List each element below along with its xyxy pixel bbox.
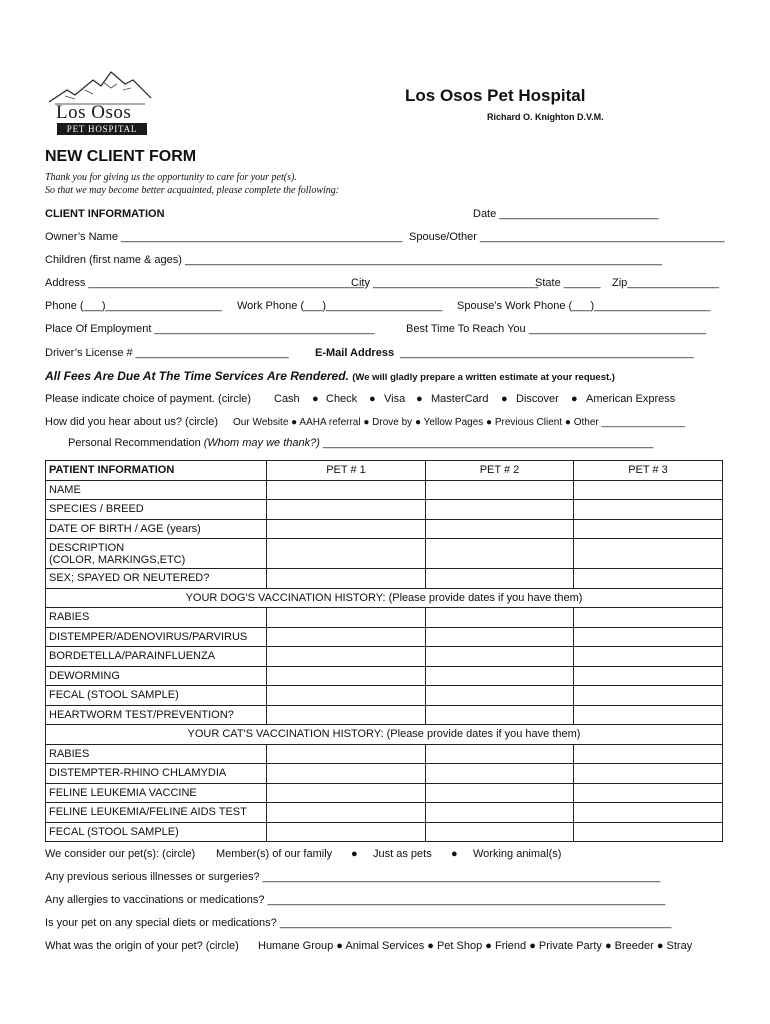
row-label: DEWORMING [46, 666, 267, 686]
table-cell[interactable] [267, 569, 426, 589]
payment-check[interactable]: Check [326, 393, 358, 405]
row-label [46, 539, 267, 569]
hospital-logo [45, 68, 155, 136]
table-cell[interactable] [267, 480, 426, 500]
fees-note: (We will gladly prepare a written estimate at your request.) [352, 372, 615, 383]
table-row [46, 569, 723, 589]
table-cell[interactable] [574, 705, 723, 725]
table-cell[interactable] [574, 569, 723, 589]
patient-table [45, 460, 723, 842]
diets-field[interactable]: Is your pet on any special diets or medications? ________________________________________________________________ [45, 917, 672, 929]
spouse-work-phone-field[interactable]: Spouse’s Work Phone (___)___________________ [457, 300, 711, 312]
table-cell[interactable] [267, 500, 426, 520]
table-row [46, 783, 723, 803]
table-cell[interactable] [426, 803, 574, 823]
fees-text: All Fees Are Due At The Time Services Are Rendered. [45, 369, 349, 383]
row-label: FECAL (STOOL SAMPLE) [46, 686, 267, 706]
table-cell[interactable] [267, 627, 426, 647]
table-cell[interactable] [574, 783, 723, 803]
personal-recommendation[interactable] [68, 437, 653, 449]
row-label: HEARTWORM TEST/PREVENTION? [46, 705, 267, 725]
table-cell[interactable] [426, 569, 574, 589]
table-cell[interactable] [426, 539, 574, 569]
employment-field[interactable]: Place Of Employment ____________________________________ [45, 323, 375, 335]
table-cell[interactable] [574, 608, 723, 628]
consider-pets[interactable]: Just as pets [373, 848, 432, 860]
row-label: DATE OF BIRTH / AGE (years) [46, 519, 267, 539]
cat-vaccination-header-row [46, 725, 723, 745]
client-section-title: CLIENT INFORMATION [45, 208, 165, 220]
table-cell[interactable] [574, 822, 723, 842]
table-cell[interactable] [426, 647, 574, 667]
patient-info-header: PATIENT INFORMATION [46, 461, 267, 481]
table-cell[interactable] [426, 500, 574, 520]
bullet-icon: ● [416, 393, 423, 405]
table-cell[interactable] [267, 539, 426, 569]
payment-cash[interactable]: Cash [274, 393, 300, 405]
work-phone-field[interactable]: Work Phone (___)___________________ [237, 300, 443, 312]
table-cell[interactable] [574, 686, 723, 706]
consider-label: We consider our pet(s): (circle) [45, 848, 196, 860]
row-label: SEX; SPAYED OR NEUTERED? [46, 569, 267, 589]
logo-name: Los Osos [56, 102, 132, 123]
dog-vaccination-header-row [46, 588, 723, 608]
bullet-icon: ● [369, 393, 376, 405]
row-label: FELINE LEUKEMIA VACCINE [46, 783, 267, 803]
table-cell[interactable] [267, 764, 426, 784]
owner-name-field[interactable]: Owner’s Name ______________________________________________ [45, 231, 403, 243]
row-label: SPECIES / BREED [46, 500, 267, 520]
table-cell[interactable] [574, 627, 723, 647]
row-label: FELINE LEUKEMIA/FELINE AIDS TEST [46, 803, 267, 823]
table-cell[interactable] [574, 500, 723, 520]
table-cell[interactable] [426, 686, 574, 706]
doctor-name: Richard O. Knighton D.V.M. [487, 112, 604, 122]
table-row [46, 647, 723, 667]
table-cell[interactable] [267, 647, 426, 667]
table-cell[interactable] [426, 627, 574, 647]
origin-label: What was the origin of your pet? (circle) [45, 940, 239, 952]
bullet-icon: ● [501, 393, 508, 405]
row-label: BORDETELLA/PARAINFLUENZA [46, 647, 267, 667]
table-cell[interactable] [426, 519, 574, 539]
table-row [46, 744, 723, 764]
table-row [46, 500, 723, 520]
form-title: NEW CLIENT FORM [45, 148, 197, 165]
table-cell[interactable] [426, 608, 574, 628]
consider-family[interactable]: Member(s) of our family [216, 848, 333, 860]
intro-line-1: Thank you for giving us the opportunity to care for your pet(s). [45, 172, 297, 183]
table-row [46, 822, 723, 842]
table-cell[interactable] [426, 705, 574, 725]
spouse-field[interactable]: Spouse/Other ________________________________________ [409, 231, 725, 243]
row-label: DISTEMPTER-RHINO CHLAMYDIA [46, 764, 267, 784]
payment-discover[interactable]: Discover [516, 393, 559, 405]
allergies-field[interactable]: Any allergies to vaccinations or medications? _________________________________________________________________ [45, 894, 666, 906]
bullet-icon: ● [312, 393, 319, 405]
payment-mastercard[interactable]: MasterCard [431, 393, 489, 405]
referral-options[interactable]: Our Website ● AAHA referral ● Drove by ● Yellow Pages ● Previous Client ● Other _______________ [233, 417, 685, 428]
table-cell[interactable] [574, 666, 723, 686]
city-field[interactable]: City ___________________________ [351, 277, 539, 289]
personal-label: Personal Recommendation [68, 437, 201, 449]
row-label: DISTEMPER/ADENOVIRUS/PARVIRUS [46, 627, 267, 647]
table-cell[interactable] [574, 480, 723, 500]
table-cell[interactable] [574, 764, 723, 784]
zip-field[interactable]: Zip_______________ [612, 277, 720, 289]
table-cell[interactable] [426, 744, 574, 764]
table-row [46, 627, 723, 647]
children-field[interactable]: Children (first name & ages) ______________________________________________________________________________ [45, 254, 663, 266]
payment-visa[interactable]: Visa [384, 393, 406, 405]
intro-line-2: So that we may become better acquainted, please complete the following: [45, 185, 340, 196]
table-cell[interactable] [426, 764, 574, 784]
payment-amex[interactable]: American Express [586, 393, 676, 405]
personal-line[interactable]: ______________________________________________________ [322, 437, 654, 449]
personal-italic: (Whom may we thank?) [203, 437, 320, 449]
table-cell[interactable] [267, 608, 426, 628]
phone-field[interactable]: Phone (___)___________________ [45, 300, 222, 312]
fees-notice [45, 369, 615, 383]
table-cell[interactable] [267, 803, 426, 823]
table-cell[interactable] [574, 539, 723, 569]
email-field[interactable]: ________________________________________________ [400, 347, 694, 359]
pet-1-header: PET # 1 [267, 461, 426, 481]
table-cell[interactable] [574, 803, 723, 823]
table-cell[interactable] [574, 519, 723, 539]
consider-working[interactable]: Working animal(s) [473, 848, 562, 860]
dog-vaccination-header: YOUR DOG'S VACCINATION HISTORY: (Please provide dates if you have them) [46, 588, 723, 608]
description-label: DESCRIPTION [49, 541, 125, 554]
illnesses-field[interactable]: Any previous serious illnesses or surgeries? _________________________________________________________________ [45, 871, 661, 883]
bullet-icon: ● [351, 848, 358, 860]
table-row [46, 705, 723, 725]
table-header-row [46, 461, 723, 481]
origin-options[interactable]: Humane Group ● Animal Services ● Pet Shop ● Friend ● Private Party ● Breeder ● Stray [258, 940, 693, 952]
row-label: RABIES [46, 608, 267, 628]
table-row [46, 764, 723, 784]
table-row [46, 539, 723, 569]
table-cell[interactable] [426, 783, 574, 803]
drivers-license-field[interactable]: Driver’s License # _________________________ [45, 347, 289, 359]
description-sub: (COLOR, MARKINGS,ETC) [49, 553, 186, 566]
table-cell[interactable] [426, 666, 574, 686]
table-row [46, 686, 723, 706]
bullet-icon: ● [571, 393, 578, 405]
table-row [46, 803, 723, 823]
table-cell[interactable] [426, 822, 574, 842]
referral-label: How did you hear about us? (circle) [45, 416, 219, 428]
table-cell[interactable] [267, 705, 426, 725]
table-cell[interactable] [267, 666, 426, 686]
row-label: NAME [46, 480, 267, 500]
payment-label: Please indicate choice of payment. (circle) [45, 393, 252, 405]
cat-vaccination-header: YOUR CAT'S VACCINATION HISTORY: (Please provide dates if you have them) [46, 725, 723, 745]
table-row [46, 480, 723, 500]
table-row [46, 608, 723, 628]
mountain-icon [45, 68, 155, 106]
table-cell[interactable] [267, 519, 426, 539]
date-field[interactable]: Date __________________________ [473, 208, 659, 220]
logo-subtitle: PET HOSPITAL [57, 123, 147, 135]
table-cell[interactable] [426, 480, 574, 500]
state-field[interactable]: State ______ [535, 277, 601, 289]
row-label: FECAL (STOOL SAMPLE) [46, 822, 267, 842]
table-cell[interactable] [574, 744, 723, 764]
table-cell[interactable] [267, 686, 426, 706]
table-cell[interactable] [267, 783, 426, 803]
table-cell[interactable] [574, 647, 723, 667]
hospital-name: Los Osos Pet Hospital [405, 86, 586, 105]
table-cell[interactable] [267, 744, 426, 764]
table-cell[interactable] [267, 822, 426, 842]
best-time-field[interactable]: Best Time To Reach You _____________________________ [406, 323, 707, 335]
table-row [46, 519, 723, 539]
pet-3-header: PET # 3 [574, 461, 723, 481]
row-label: RABIES [46, 744, 267, 764]
bullet-icon: ● [451, 848, 458, 860]
address-field[interactable]: Address _____________________________________________ [45, 277, 364, 289]
table-row [46, 666, 723, 686]
email-label: E-Mail Address [315, 347, 395, 359]
pet-2-header: PET # 2 [426, 461, 574, 481]
